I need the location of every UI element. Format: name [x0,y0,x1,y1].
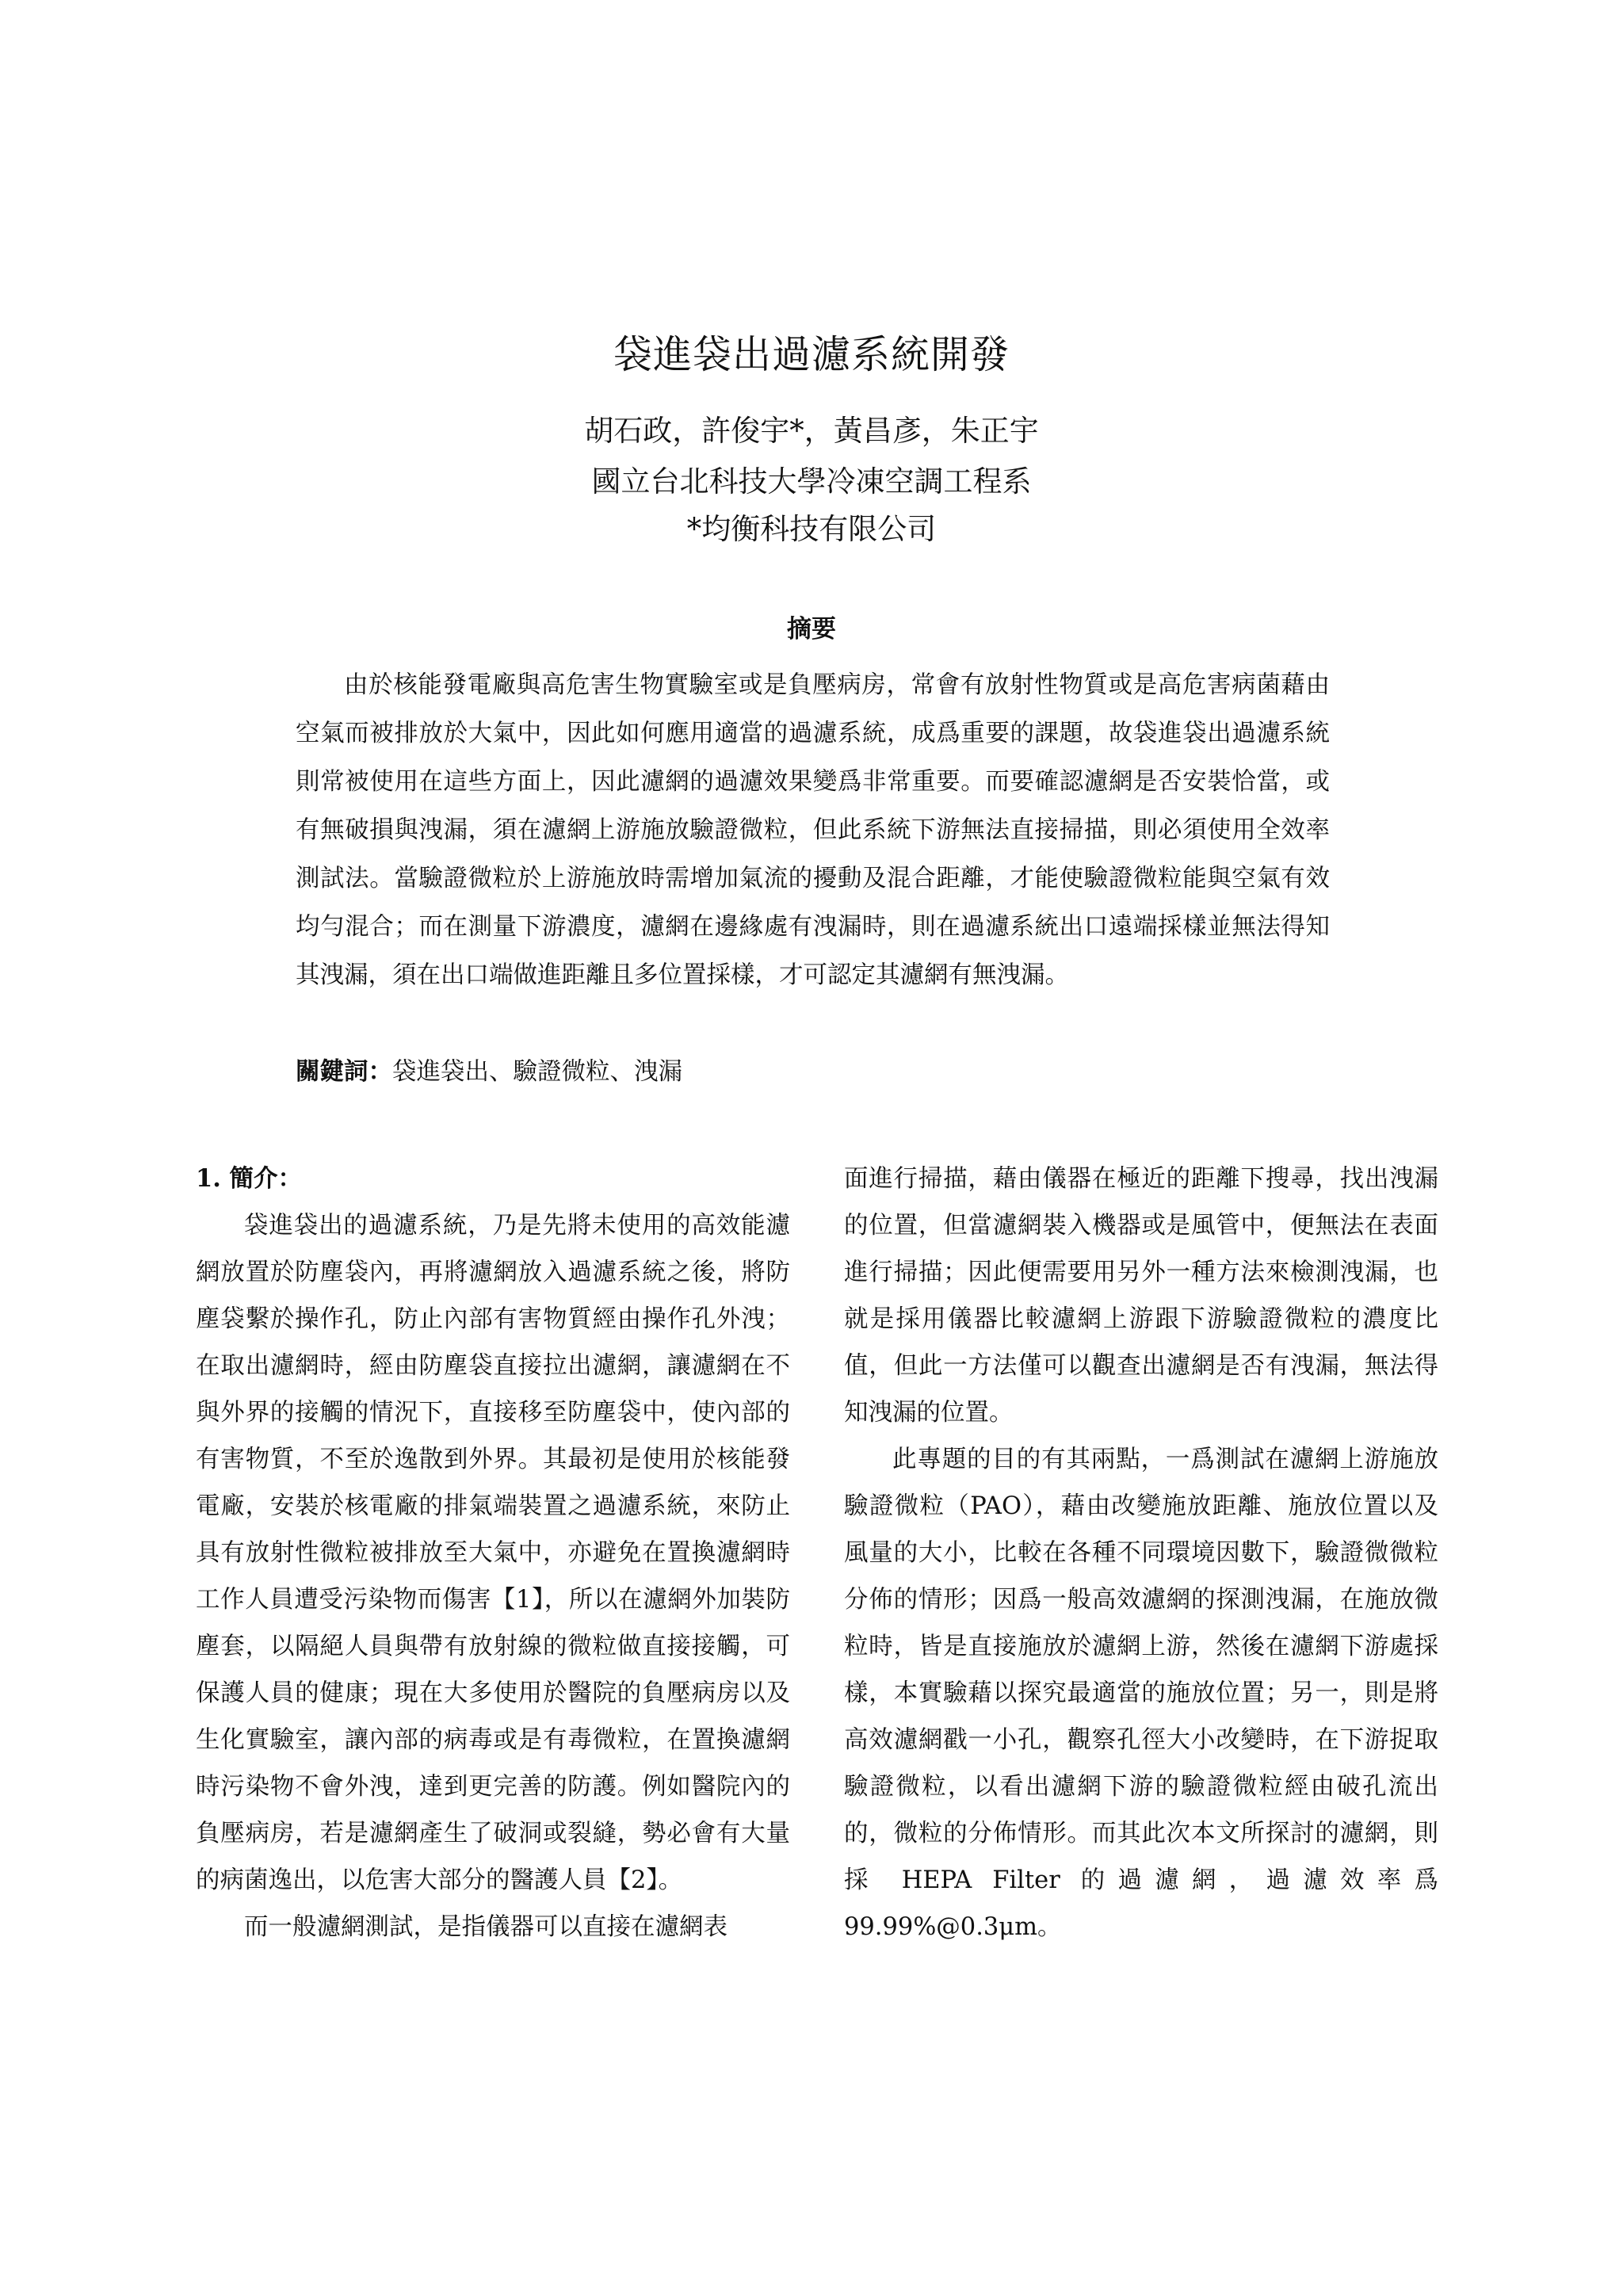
paragraph: 面進行掃描，藉由儀器在極近的距離下搜尋，找出洩漏的位置，但當濾網裝入機器或是風管中，便無法在表面進行掃描；因此便需要用另外一種方法來檢測洩漏，也就是採用儀器比較濾網上游跟下游驗證微粒的濃度比值，但此一方法僅可以觀查出濾網是否有洩漏，無法得知洩漏的位置。 [844,1165,1438,1427]
keywords-label: 關鍵詞： [296,1057,392,1086]
keywords-text: 袋進袋出、驗證微粒、洩漏 [392,1058,682,1086]
author-list: 胡石政，許俊宇*，黃昌彥，朱正宇 [584,414,1039,448]
affiliation-university: 國立台北科技大學冷凍空調工程系 [591,464,1032,499]
paper-title: 袋進袋出過濾系統開發 [613,332,1010,377]
paragraph: 袋進袋出的過濾系統，乃是先將未使用的高效能濾網放置於防塵袋內，再將濾網放入過濾系統之後，將防塵袋繫於操作孔，防止內部有害物質經由操作孔外洩；在取出濾網時，經由防塵袋直接拉出濾網，讓濾網在不與外界的接觸的情況下，直接移至防塵袋中，使內部的有害物質，不至於逸散到外界。其最初是使用於核能發電廠，安裝於核電廠的排氣端裝置之過濾系統，來防止具有放射性微粒被排放至大氣中，亦避免在置換濾網時工作人員遭受污染物而傷害【1】，所以在濾網外加裝防塵套，以隔絕人員與帶有放射線的微粒做直接接觸，可保護人員的健康；現在大多使用於醫院的負壓病房以及生化實驗室，讓內部的病毒或是有毒微粒，在置換濾網時污染物不會外洩，達到更完善的防護。例如醫院內的負壓病房，若是濾網產生了破洞或裂縫，勢必會有大量的病菌逸出，以危害大部分的醫護人員【2】。 [196,1212,790,1894]
right-column [844,1156,1438,1950]
abstract-body: 由於核能發電廠與高危害生物實驗室或是負壓病房，常會有放射性物質或是高危害病菌藉由空氣而被排放於大氣中，因此如何應用適當的過濾系統，成爲重要的課題，故袋進袋出過濾系統則常被使用在這些方面上，因此濾網的過濾效果變爲非常重要。而要確認濾網是否安裝恰當，或有無破損與洩漏，須在濾網上游施放驗證微粒，但此系統下游無法直接掃描，則必須使用全效率測試法。當驗證微粒於上游施放時需增加氣流的擾動及混合距離，才能使驗證微粒能與空氣有效均勻混合；而在測量下游濃度，濾網在邊緣處有洩漏時，則在過濾系統出口遠端採樣並無法得知其洩漏，須在出口端做進距離且多位置採樣，才可認定其濾網有無洩漏。 [296,671,1330,989]
section-heading-intro: 1. 簡介： [196,1164,302,1193]
abstract-heading: 摘要 [787,615,836,644]
paragraph: 而一般濾網測試，是指儀器可以直接在濾網表 [244,1913,727,1941]
paragraph: 此專題的目的有其兩點，一爲測試在濾網上游施放驗證微粒（PAO），藉由改變施放距離、施放位置以及風量的大小，比較在各種不同環境因數下，驗證微微粒分佈的情形；因爲一般高效濾網的探測洩漏，在施放微粒時，皆是直接施放於濾網上游，然後在濾網下游處採樣，本實驗藉以探究最適當的施放位置；另一，則是將高效濾網戳一小孔，觀察孔徑大小改變時，在下游捉取驗證微粒，以看出濾網下游的驗證微粒經由破孔流出的，微粒的分佈情形。而其此次本文所探討的濾網，則採 HEPA Filter 的過濾網，過濾效率爲 99.99%@0.3μm。 [844,1446,1438,1941]
left-column [196,1156,790,1950]
keywords-line [296,1054,1330,1090]
affiliation-company: *均衡科技有限公司 [686,512,937,546]
